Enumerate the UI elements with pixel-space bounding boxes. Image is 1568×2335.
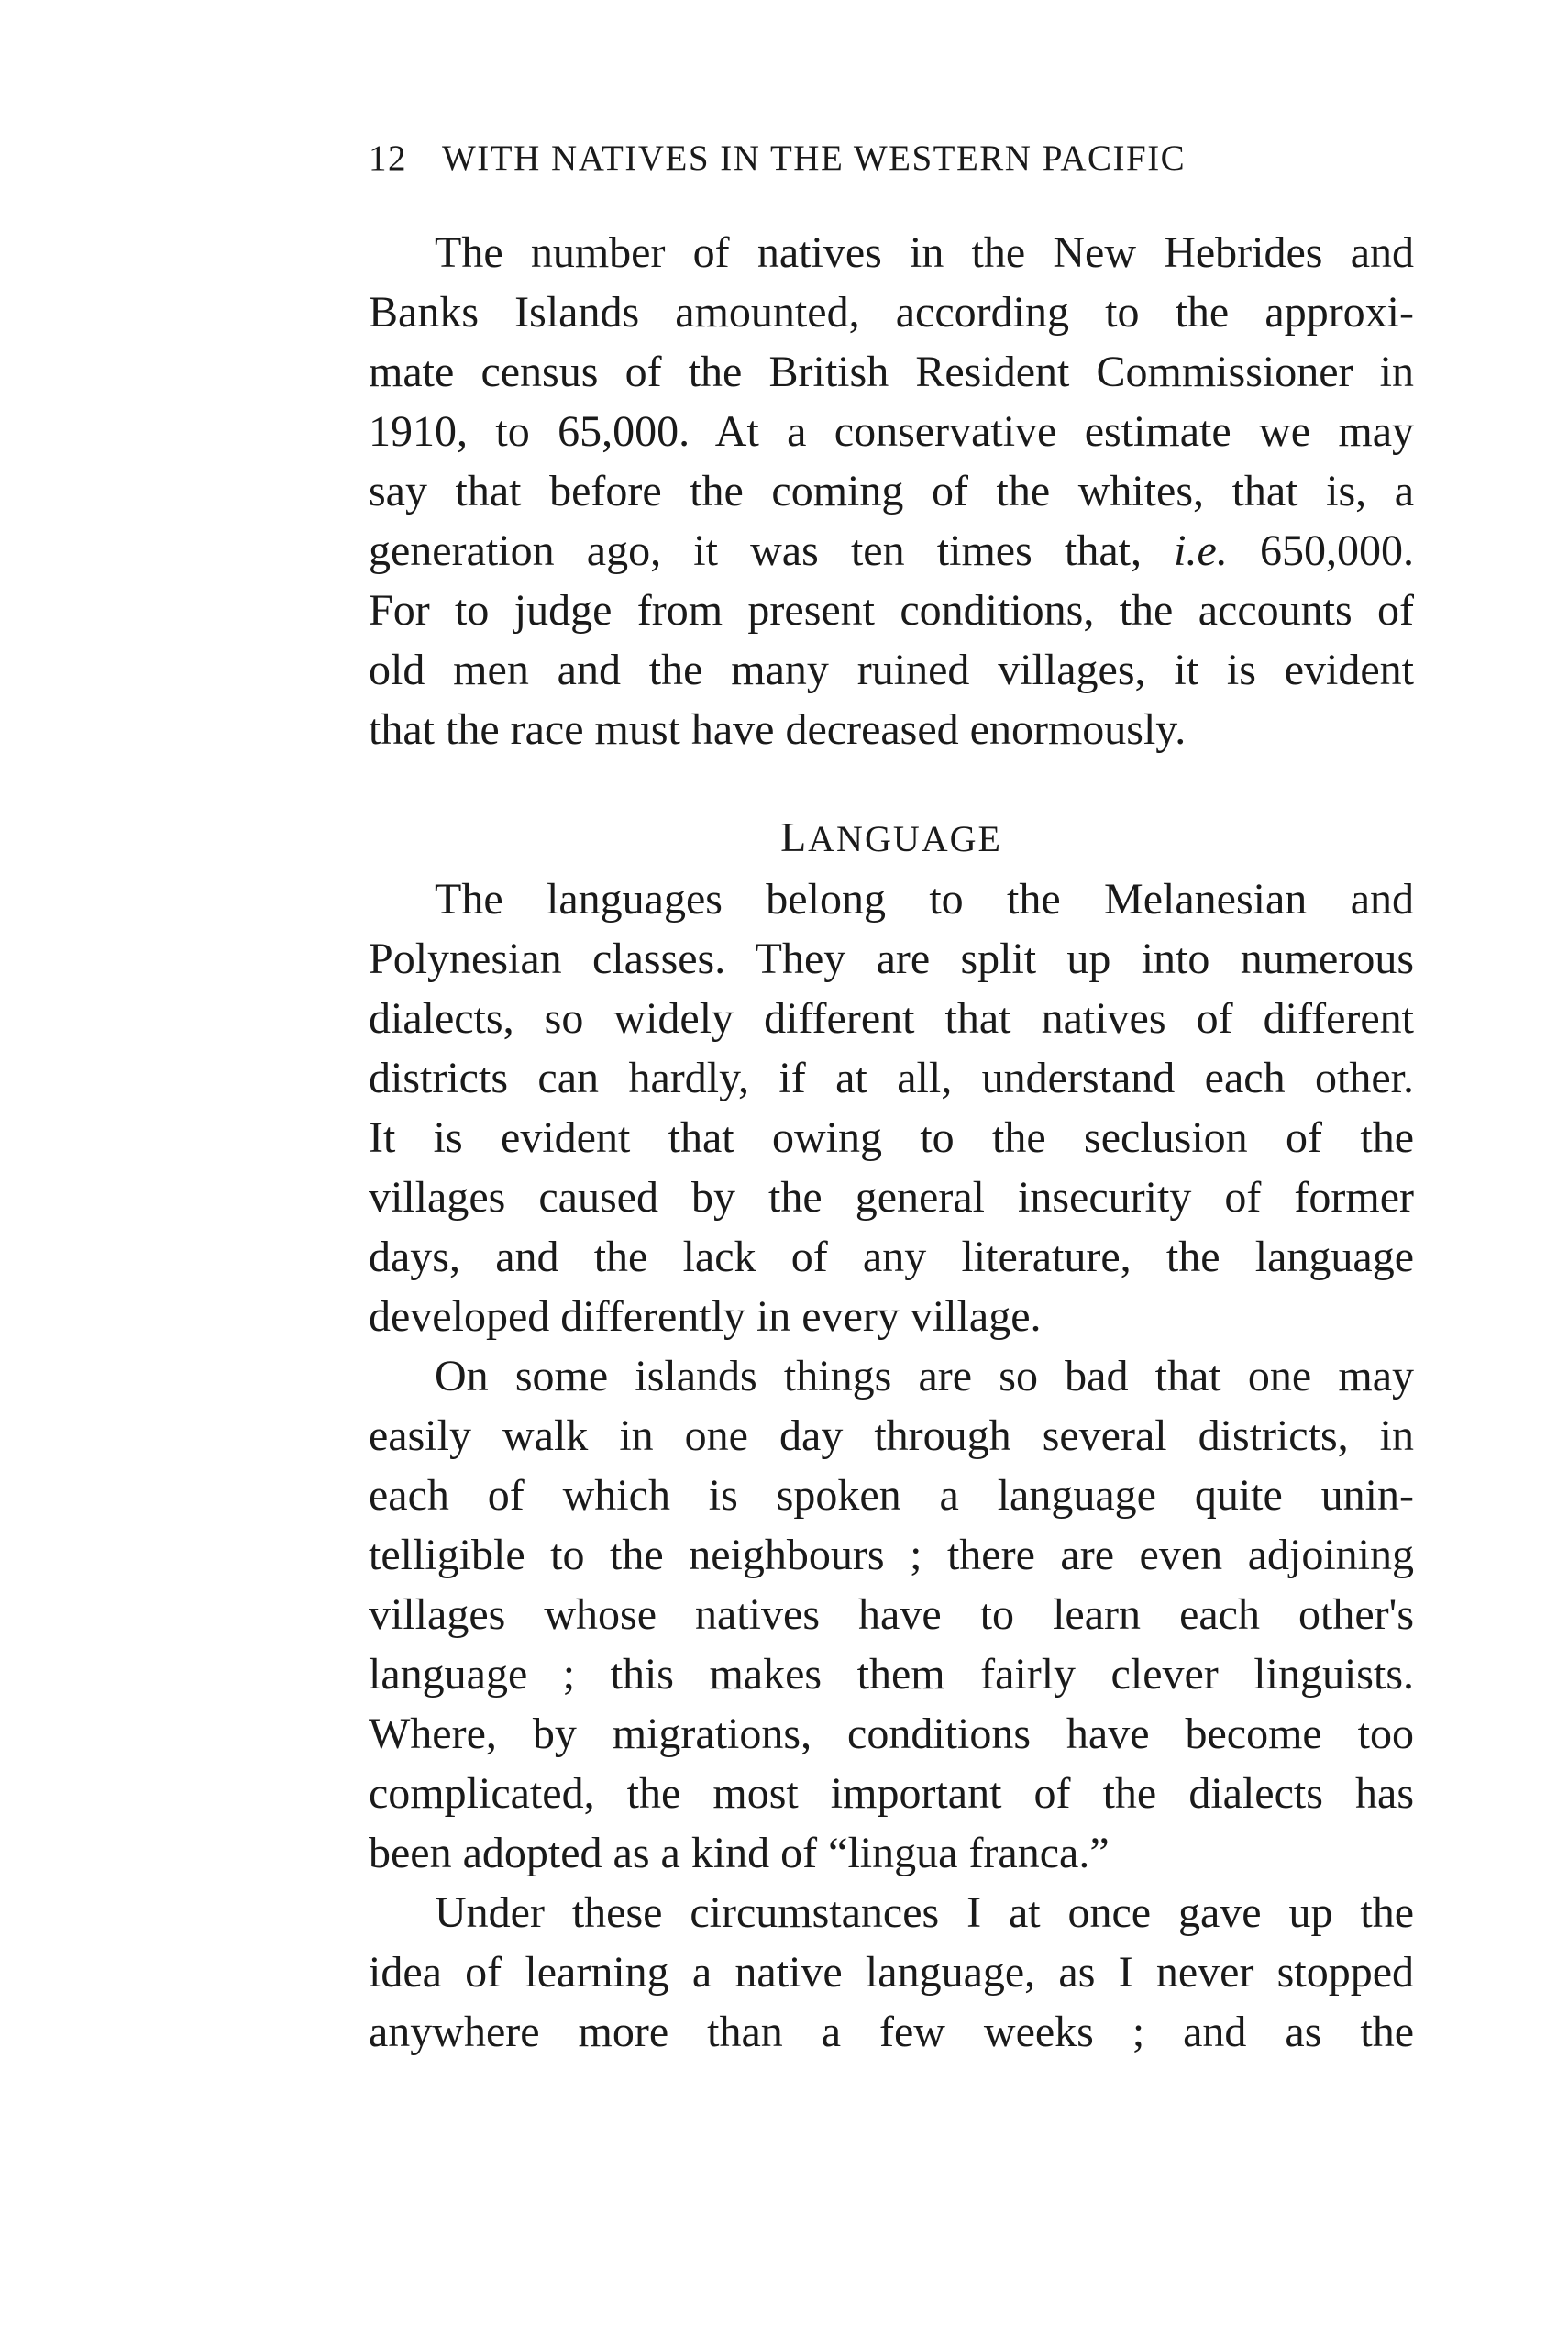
text-line: villages whose natives have to learn each other's — [369, 1590, 1414, 1639]
paragraph-islands — [369, 1346, 1414, 1883]
text-line: The number of natives in the New Hebrides and — [435, 228, 1414, 277]
text-line: Where, by migrations, conditions have become too — [369, 1710, 1414, 1758]
section-heading — [369, 805, 1414, 869]
italic-abbreviation: i.e. — [1174, 526, 1228, 575]
text-line: days, and the lack of any literature, the language — [369, 1233, 1414, 1281]
heading-initial: L — [780, 813, 809, 860]
page-number: 12 — [369, 138, 407, 178]
running-head — [369, 138, 1414, 179]
text-segment: 650,000. — [1227, 526, 1415, 575]
body-text — [369, 223, 1414, 2062]
text-line: each of which is spoken a language quite unin- — [369, 1471, 1414, 1520]
heading-rest: ANGUAGE — [808, 818, 1002, 859]
text-line: complicated, the most important of the dialects has — [369, 1769, 1414, 1818]
text-line: Polynesian classes. They are split up into numerous — [369, 935, 1414, 983]
text-line: developed differently in every village. — [369, 1292, 1042, 1341]
text-line: easily walk in one day through several districts, in — [369, 1411, 1414, 1460]
section-heading-text — [780, 813, 1002, 860]
text-line — [369, 521, 1414, 581]
text-line: old men and the many ruined villages, it is evident — [369, 646, 1414, 694]
paragraph-languages — [369, 869, 1414, 1346]
text-line: dialects, so widely different that natives of different — [369, 994, 1414, 1043]
text-line: 1910, to 65,000. At a conservative estimate we may — [369, 407, 1414, 456]
text-line: districts can hardly, if at all, understand each other. — [369, 1054, 1414, 1102]
running-title: WITH NATIVES IN THE WESTERN PACIFIC — [442, 138, 1187, 178]
text-line: Under these circumstances I at once gave up the — [435, 1888, 1414, 1937]
text-line: language ; this makes them fairly clever linguists. — [369, 1650, 1414, 1699]
text-line: The languages belong to the Melanesian and — [435, 875, 1414, 924]
paragraph-circumstances — [369, 1883, 1414, 2062]
text-line: idea of learning a native language, as I never stopped — [369, 1948, 1414, 1997]
text-line: telligible to the neighbours ; there are even adjoining — [369, 1531, 1414, 1579]
text-line: that the race must have decreased enormously. — [369, 705, 1187, 754]
text-segment: generation ago, it was ten times that, — [369, 526, 1175, 575]
text-line: For to judge from present conditions, the accounts of — [369, 586, 1414, 635]
paragraph-population — [369, 223, 1414, 759]
text-line: anywhere more than a few weeks ; and as the — [369, 2008, 1414, 2056]
text-line: say that before the coming of the whites, that is, a — [369, 467, 1414, 515]
text-line: On some islands things are so bad that one may — [435, 1352, 1414, 1400]
text-line: It is evident that owing to the seclusion of the — [369, 1113, 1414, 1162]
text-line: mate census of the British Resident Commissioner in — [369, 348, 1414, 396]
text-line: Banks Islands amounted, according to the approxi- — [369, 288, 1414, 337]
text-line: been adopted as a kind of “lingua franca.” — [369, 1829, 1110, 1877]
text-line: villages caused by the general insecurity of former — [369, 1173, 1414, 1222]
